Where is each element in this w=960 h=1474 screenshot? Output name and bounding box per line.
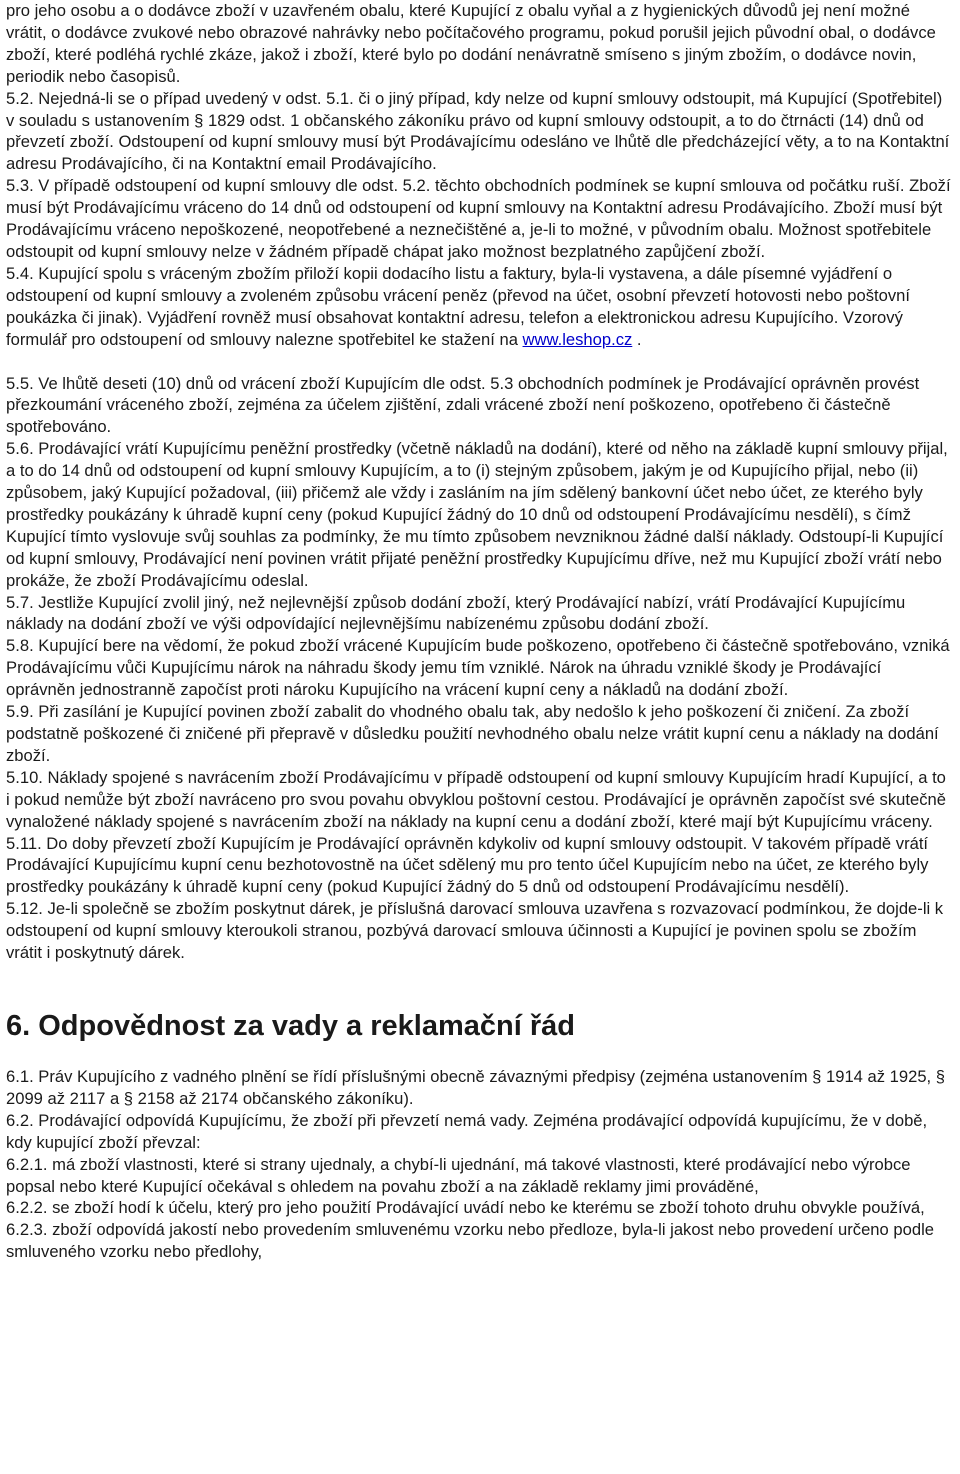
spacer <box>6 964 954 1008</box>
paragraph-top: pro jeho osobu a o dodávce zboží v uzavřeném obalu, které Kupující z obalu vyňal a z hygienických důvodů jej není možné vrátit, o dodávce zvukové nebo obrazové nahrávky nebo počítačového programu, pokud porušil jejich původní obal, o dodávce zboží, které podléhá rychlé zkáze, jakož i zboží, které bylo po dodání nenávratně smíseno s jiným zbožím, o dodávce novin, periodik nebo časopisů. <box>6 1 941 86</box>
spacer <box>6 1044 954 1066</box>
paragraph-5-2: 5.2. Nejedná-li se o případ uvedený v odst. 5.1. či o jiný případ, kdy nelze od kupní smlouvy odstoupit, má Kupující (Spotřebitel) v souladu s ustanovením § 1829 odst. 1 občanského zákoníku právo od kupní smlouvy odstoupit, a to do čtrnácti (14) dnů od převzetí zboží. Odstoupení od kupní smlouvy musí být Prodávajícímu odesláno ve lhůtě dle předcházející věty, a to na Kontaktní adresu Prodávajícího, či na Kontaktní email Prodávajícího. <box>6 88 954 174</box>
paragraph-5-4-end: . <box>632 329 642 349</box>
paragraph-6-2-3: 6.2.3. zboží odpovídá jakostí nebo provedením smluvenému vzorku nebo předloze, byla-li jakost nebo provedení určeno podle smluveného vzorku nebo předlohy, <box>6 1220 939 1262</box>
spacer <box>6 351 954 373</box>
paragraph-5-5: 5.5. Ve lhůtě deseti (10) dnů od vrácení zboží Kupujícím dle odst. 5.3 obchodních podmínek je Prodávající oprávněn provést přezkoumání vráceného zboží, zejména za účelem zjištění, zdali vrácené zboží není poškozeno, opotřebeno či částečně spotřebováno. <box>6 373 924 437</box>
paragraph-5-6: 5.6. Prodávající vrátí Kupujícímu peněžní prostředky (včetně nákladů na dodání), které od něho na základě kupní smlouvy přijal, a to do 14 dnů od odstoupení od kupní smlouvy Kupujícím, a to (i) stejným způsobem, jakým je od Kupujícího přijal, nebo (ii) způsobem, jaký Kupující požadoval, (iii) přičemž ale vždy i zasláním na jím sdělený bankovní účet nebo účet, ze kterého byly prostředky poukázány k úhradě kupní ceny (pokud Kupující žádný do 10 dnů od odstoupení Prodávajícímu nesdělí), s čímž Kupující tímto vyslovuje svůj souhlas za podmínky, že mu tímto způsobem nevzniknou žádné další náklady. Odstoupí-li Kupující od kupní smlouvy, Prodávající není povinen vrátit přijaté peněžní prostředky Kupujícímu dříve, než mu Kupující zboží vrátí nebo prokáže, že zboží Prodávajícímu odeslal. <box>6 439 953 590</box>
leshop-link[interactable]: www.leshop.cz <box>522 329 633 349</box>
paragraph-5-7: 5.7. Jestliže Kupující zvolil jiný, než nejlevnější způsob dodání zboží, který Prodávající nabízí, vrátí Prodávající Kupujícímu náklady na dodání zboží ve výši odpovídající nejlevnějšímu nabízenému způsobu dodání zboží. <box>6 592 910 634</box>
paragraph-5-4 <box>6 263 954 351</box>
paragraph-6-1: 6.1. Práv Kupujícího z vadného plnění se řídí příslušnými obecně závaznými předpisy (zejména ustanovením § 1914 až 1925, § 2099 až 2117 a § 2158 až 2174 občanského zákoníku). <box>6 1066 950 1108</box>
paragraph-5-12: 5.12. Je-li společně se zbožím poskytnut dárek, je příslušná darovací smlouva uzavřena s rozvazovací podmínkou, že dojde-li k odstoupení od kupní smlouvy kteroukoli stranou, pozbývá darovací smlouva účinnosti a Kupující je povinen spolu se zbožím vrátit i poskytnutý dárek. <box>6 899 948 963</box>
paragraph-6-2-1: 6.2.1. má zboží vlastnosti, které si strany ujednaly, a chybí-li ujednání, má takové vlastnosti, které prodávající nebo výrobce popsal nebo které Kupující očekával s ohledem na povahu zboží a na základě reklamy jimi prováděné, <box>6 1154 916 1196</box>
paragraph-6-2-2: 6.2.2. se zboží hodí k účelu, který pro jeho použití Prodávající uvádí nebo ke kterému se zboží tohoto druhu obvykle používá, <box>6 1198 925 1218</box>
section-heading: 6. Odpovědnost za vady a reklamační řád <box>6 1009 575 1042</box>
paragraph-5-11: 5.11. Do doby převzetí zboží Kupujícím je Prodávající oprávněn kdykoliv od kupní smlouvy odstoupit. V takovém případě vrátí Prodávající Kupujícímu kupní cenu bezhotovostně na účet sdělený mu pro tento účel Kupujícím nebo na účet, ze kterého byly prostředky poukázány k úhradě kupní ceny (pokud Kupující žádný do 5 dnů od odstoupení Prodávajícímu nesdělí). <box>6 833 934 897</box>
paragraph-5-10: 5.10. Náklady spojené s navrácením zboží Prodávajícímu v případě odstoupení od kupní smlouvy Kupujícím hradí Kupující, a to i pokud nemůže být zboží navráceno pro svou povahu obvyklou poštovní cestou. Prodávající je oprávněn započíst své skutečně vynaložené náklady spojené s navrácením zboží na náklady na kupní cenu a dodání zboží, které mají být Kupujícímu vráceny. <box>6 767 951 831</box>
paragraph-5-8: 5.8. Kupující bere na vědomí, že pokud zboží vrácené Kupujícím bude poškozeno, opotřebeno či částečně spotřebováno, vzniká Prodávajícímu vůči Kupujícímu nárok na náhradu škody jemu tím vzniklé. Nárok na úhradu vzniklé škody je Prodávající oprávněn jednostranně započíst proti nároku Kupujícího na vrácení kupní ceny a nákladů na dodání zboží. <box>6 636 955 700</box>
paragraph-6-2: 6.2. Prodávající odpovídá Kupujícímu, že zboží při převzetí nemá vady. Zejména prodávající odpovídá kupujícímu, že v době, kdy kupující zboží převzal: <box>6 1110 932 1152</box>
paragraph-5-4-text: 5.4. Kupující spolu s vráceným zbožím přiloží kopii dodacího listu a faktury, byla-li vystavena, a dále písemné vyjádření o odstoupení od kupní smlouvy a zvoleném způsobu vrácení peněz (převod na účet, osobní převzetí hotovosti nebo poštovní poukázka či jinak). Vyjádření rovněž musí obsahovat kontaktní adresu, telefon a elektronickou adresu Kupujícího. Vzorový formulář pro odstoupení od smlouvy nalezne spotřebitel ke stažení na <box>6 263 915 349</box>
paragraph-5-9: 5.9. Při zasílání je Kupující povinen zboží zabalit do vhodného obalu tak, aby nedošlo k jeho poškození či zničení. Za zboží podstatně poškozené či zničené při přepravě v důsledku použití nevhodného obalu nelze vrátit kupní cenu a náklady na dodání zboží. <box>6 702 944 765</box>
paragraph-5-3: 5.3. V případě odstoupení od kupní smlouvy dle odst. 5.2. těchto obchodních podmínek se kupní smlouva od počátku ruší. Zboží musí být Prodávajícímu vráceno do 14 dnů od odstoupení od kupní smlouvy na Kontaktní adresu Prodávajícího. Zboží musí být Prodávajícímu vráceno nepoškozené, neopotřebené a neznečištěné a, je-li to možné, v původním obalu. Možnost spotřebitele odstoupit od kupní smlouvy nelze v žádném případě chápat jako možnost bezplatného zapůjčení zboží. <box>6 176 956 261</box>
